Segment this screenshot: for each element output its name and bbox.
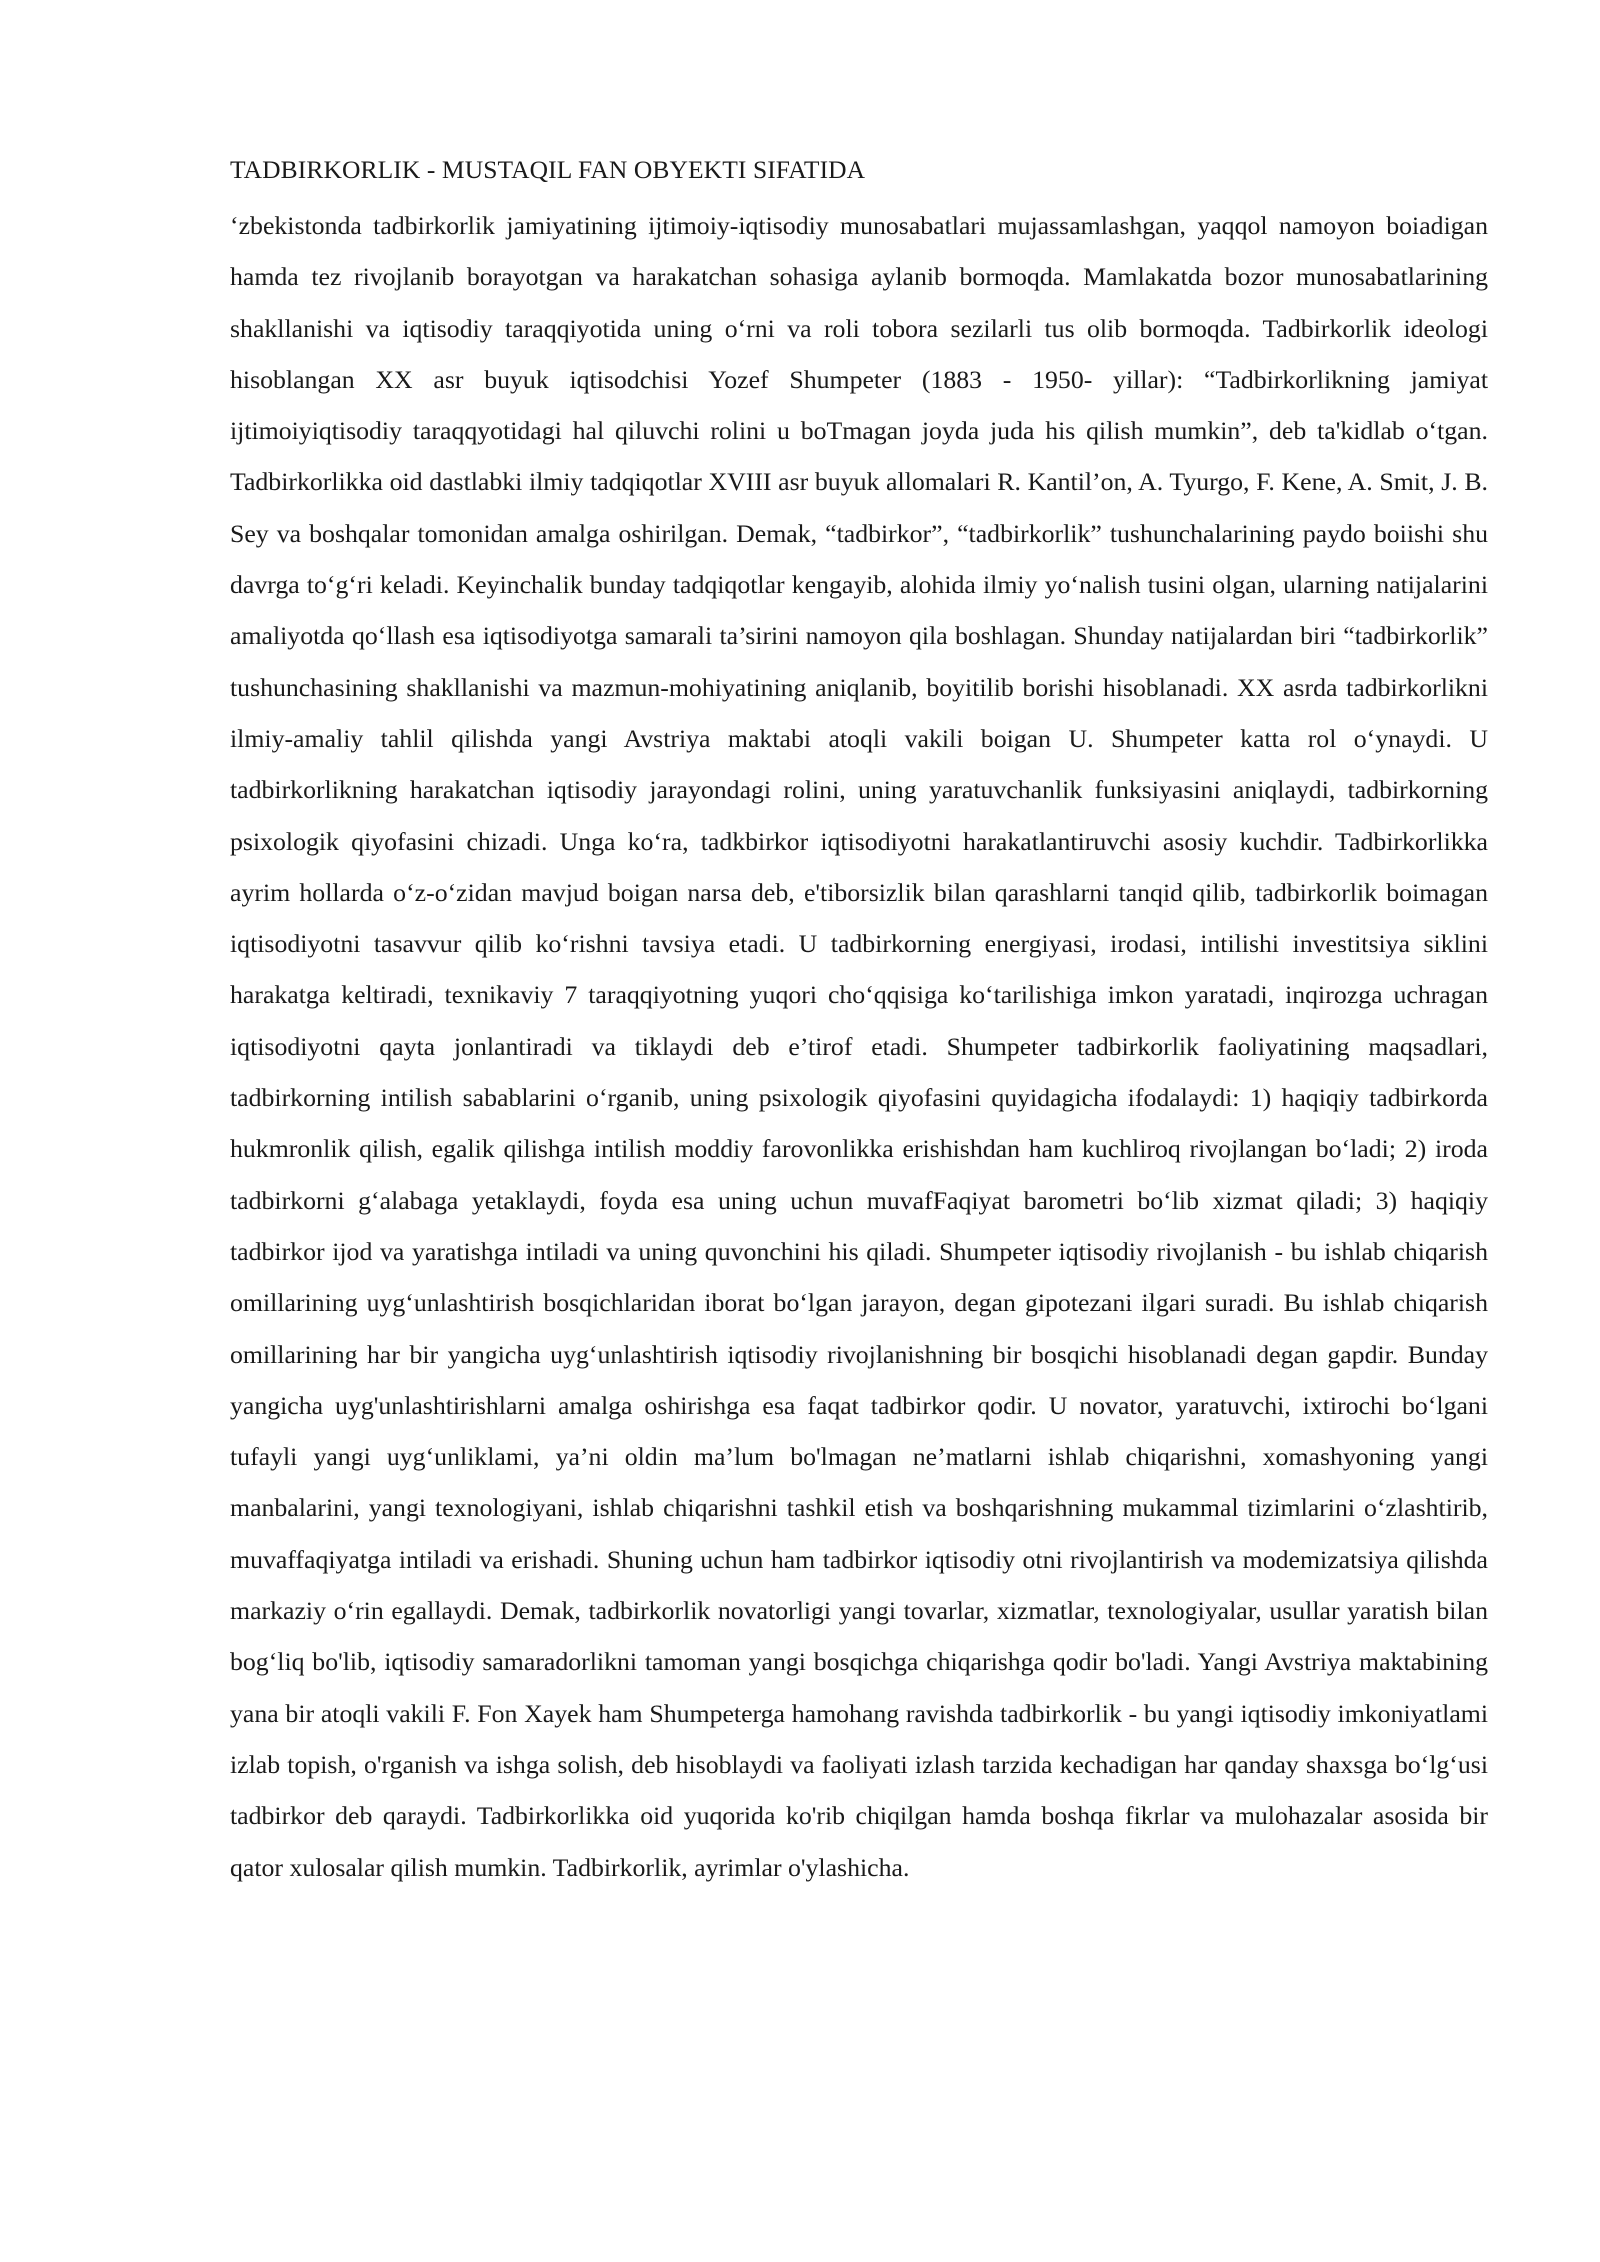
document-title: TADBIRKORLIK - MUSTAQIL FAN OBYEKTI SIFATIDA (230, 155, 866, 184)
document-page (230, 150, 1488, 1893)
document-body-paragraph: ‘zbekistonda tadbirkorlik jamiyatining ijtimoiy-iqtisodiy munosabatlari mujassamlashgan, yaqqol namoyon boiadigan hamda tez rivojlanib borayotgan va harakatchan sohasiga aylanib bormoqda. Mamlakatda bozor munosabatlarining shakllanishi va iqtisodiy taraqqiyotida uning o‘rni va roli tobora sezilarli tus olib bormoqda. Tadbirkorlik ideologi hisoblangan XX asr buyuk iqtisodchisi Yozef Shumpeter (1883 - 1950- yillar): “Tadbirkorlikning jamiyat ijtimoiyiqtisodiy taraqqyotidagi hal qiluvchi rolini u boTmagan joyda juda his qilish mumkin”, deb ta'kidlab o‘tgan. Tadbirkorlikka oid dastlabki ilmiy tadqiqotlar XVIII asr buyuk allomalari R. Kantil’on, A. Tyurgo, F. Kene, A. Smit, J. B. Sey va boshqalar tomonidan amalga oshirilgan. Demak, “tadbirkor”, “tadbirkorlik” tushunchalarining paydo boiishi shu davrga to‘g‘ri keladi. Keyinchalik bunday tadqiqotlar kengayib, alohida ilmiy yo‘nalish tusini olgan, ularning natijalarini amaliyotda qo‘llash esa iqtisodiyotga samarali ta’sirini namoyon qila boshlagan. Shunday natijalardan biri “tadbirkorlik” tushunchasining shakllanishi va mazmun-mohiyatining aniqlanib, boyitilib borishi hisoblanadi. XX asrda tadbirkorlikni ilmiy-amaliy tahlil qilishda yangi Avstriya maktabi atoqli vakili boigan U. Shumpeter katta rol o‘ynaydi. U tadbirkorlikning harakatchan iqtisodiy jarayondagi rolini, uning yaratuvchanlik funksiyasini aniqlaydi, tadbirkorning psixologik qiyofasini chizadi. Unga ko‘ra, tadkbirkor iqtisodiyotni harakatlantiruvchi asosiy kuchdir. Tadbirkorlikka ayrim hollarda o‘z-o‘zidan mavjud boigan narsa deb, e'tiborsizlik bilan qarashlarni tanqid qilib, tadbirkorlik boimagan iqtisodiyotni tasavvur qilib ko‘rishni tavsiya etadi. U tadbirkorning energiyasi, irodasi, intilishi investitsiya siklini harakatga keltiradi, texnikaviy 7 taraqqiyotning yuqori cho‘qqisiga ko‘tarilishiga imkon yaratadi, inqirozga uchragan iqtisodiyotni qayta jonlantiradi va tiklaydi deb e’tirof etadi. Shumpeter tadbirkorlik faoliyatining maqsadlari, tadbirkorning intilish sabablarini o‘rganib, uning psixologik qiyofasini quyidagicha ifodalaydi: 1) haqiqiy tadbirkorda hukmronlik qilish, egalik qilishga intilish moddiy farovonlikka erishishdan ham kuchliroq rivojlangan bo‘ladi; 2) iroda tadbirkorni g‘alabaga yetaklaydi, foyda esa uning uchun muvafFaqiyat barometri bo‘lib xizmat qiladi; 3) haqiqiy tadbirkor ijod va yaratishga intiladi va uning quvonchini his qiladi. Shumpeter iqtisodiy rivojlanish - bu ishlab chiqarish omillarining uyg‘unlashtirish bosqichlaridan iborat bo‘lgan jarayon, degan gipotezani ilgari suradi. Bu ishlab chiqarish omillarining har bir yangicha uyg‘unlashtirish iqtisodiy rivojlanishning bir bosqichi hisoblanadi degan gapdir. Bunday yangicha uyg'unlashtirishlarni amalga oshirishga esa faqat tadbirkor qodir. U novator, yaratuvchi, ixtirochi bo‘lgani tufayli yangi uyg‘unliklami, ya’ni oldin ma’lum bo'lmagan ne’matlarni ishlab chiqarishni, xomashyoning yangi manbalarini, yangi texnologiyani, ishlab chiqarishni tashkil etish va boshqarishning mukammal tizimlarini o‘zlashtirib, muvaffaqiyatga intiladi va erishadi. Shuning uchun ham tadbirkor iqtisodiy otni rivojlantirish va modemizatsiya qilishda markaziy o‘rin egallaydi. Demak, tadbirkorlik novatorligi yangi tovarlar, xizmatlar, texnologiyalar, usullar yaratish bilan bog‘liq bo'lib, iqtisodiy samaradorlikni tamoman yangi bosqichga chiqarishga qodir bo'ladi. Yangi Avstriya maktabining yana bir atoqli vakili F. Fon Xayek ham Shumpeterga hamohang ravishda tadbirkorlik - bu yangi iqtisodiy imkoniyatlami izlab topish, o'rganish va ishga solish, deb hisoblaydi va faoliyati izlash tarzida kechadigan har qanday shaxsga bo‘lg‘usi tadbirkor deb qaraydi. Tadbirkorlikka oid yuqorida ko'rib chiqilgan hamda boshqa fikrlar va mulohazalar asosida bir qator xulosalar qilish mumkin. Tadbirkorlik, ayrimlar o'ylashicha. (230, 211, 1488, 1882)
